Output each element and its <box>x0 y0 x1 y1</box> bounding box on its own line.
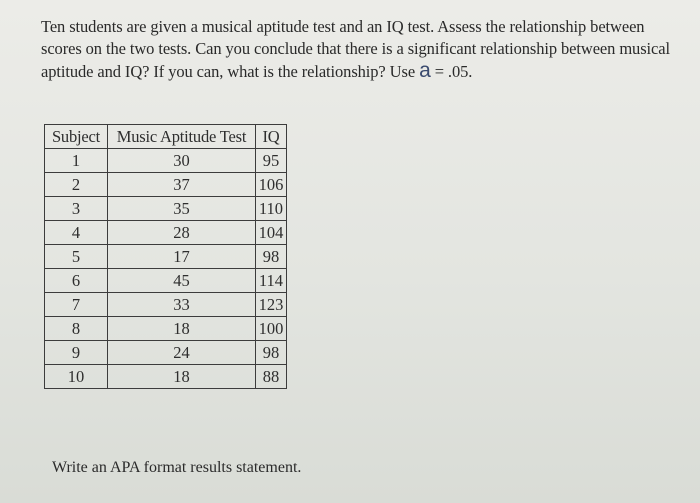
cell-subject: 10 <box>45 365 108 389</box>
instruction-text: Write an APA format results statement. <box>52 459 302 476</box>
header-iq: IQ <box>256 125 287 149</box>
cell-music-aptitude: 18 <box>108 317 256 341</box>
header-music-aptitude: Music Aptitude Test <box>108 125 256 149</box>
cell-music-aptitude: 28 <box>108 221 256 245</box>
question-body: Ten students are given a musical aptitude test and an IQ test. Assess the relationship between scores on the two tests. Can you conclude that there is a significant relationship between musical aptitude and IQ? If you can, what is the relationship? Use <box>41 17 670 81</box>
cell-music-aptitude: 37 <box>108 173 256 197</box>
cell-music-aptitude: 17 <box>108 245 256 269</box>
cell-subject: 1 <box>45 149 108 173</box>
cell-iq: 88 <box>256 365 287 389</box>
cell-music-aptitude: 18 <box>108 365 256 389</box>
cell-subject: 5 <box>45 245 108 269</box>
cell-iq: 106 <box>256 173 287 197</box>
cell-subject: 9 <box>45 341 108 365</box>
table-row <box>45 365 287 389</box>
header-subject: Subject <box>45 125 108 149</box>
cell-subject: 4 <box>45 221 108 245</box>
cell-subject: 2 <box>45 173 108 197</box>
cell-iq: 95 <box>256 149 287 173</box>
cell-subject: 7 <box>45 293 108 317</box>
cell-iq: 104 <box>256 221 287 245</box>
cell-music-aptitude: 45 <box>108 269 256 293</box>
table-row <box>45 149 287 173</box>
cell-subject: 8 <box>45 317 108 341</box>
cell-iq: 98 <box>256 341 287 365</box>
cell-music-aptitude: 33 <box>108 293 256 317</box>
cell-music-aptitude: 30 <box>108 149 256 173</box>
table-row <box>45 269 287 293</box>
table-row <box>45 173 287 197</box>
table-row <box>45 245 287 269</box>
table-row <box>45 317 287 341</box>
cell-iq: 100 <box>256 317 287 341</box>
cell-subject: 3 <box>45 197 108 221</box>
question-text <box>41 16 686 83</box>
cell-iq: 110 <box>256 197 287 221</box>
table-row <box>45 197 287 221</box>
table-header-row <box>45 125 287 149</box>
cell-music-aptitude: 35 <box>108 197 256 221</box>
table-row <box>45 221 287 245</box>
table-row <box>45 293 287 317</box>
alpha-value: = .05. <box>430 62 473 81</box>
cell-iq: 98 <box>256 245 287 269</box>
data-table <box>44 124 287 389</box>
table-row <box>45 341 287 365</box>
cell-iq: 114 <box>256 269 287 293</box>
alpha-symbol: a <box>419 59 431 82</box>
cell-music-aptitude: 24 <box>108 341 256 365</box>
cell-subject: 6 <box>45 269 108 293</box>
cell-iq: 123 <box>256 293 287 317</box>
